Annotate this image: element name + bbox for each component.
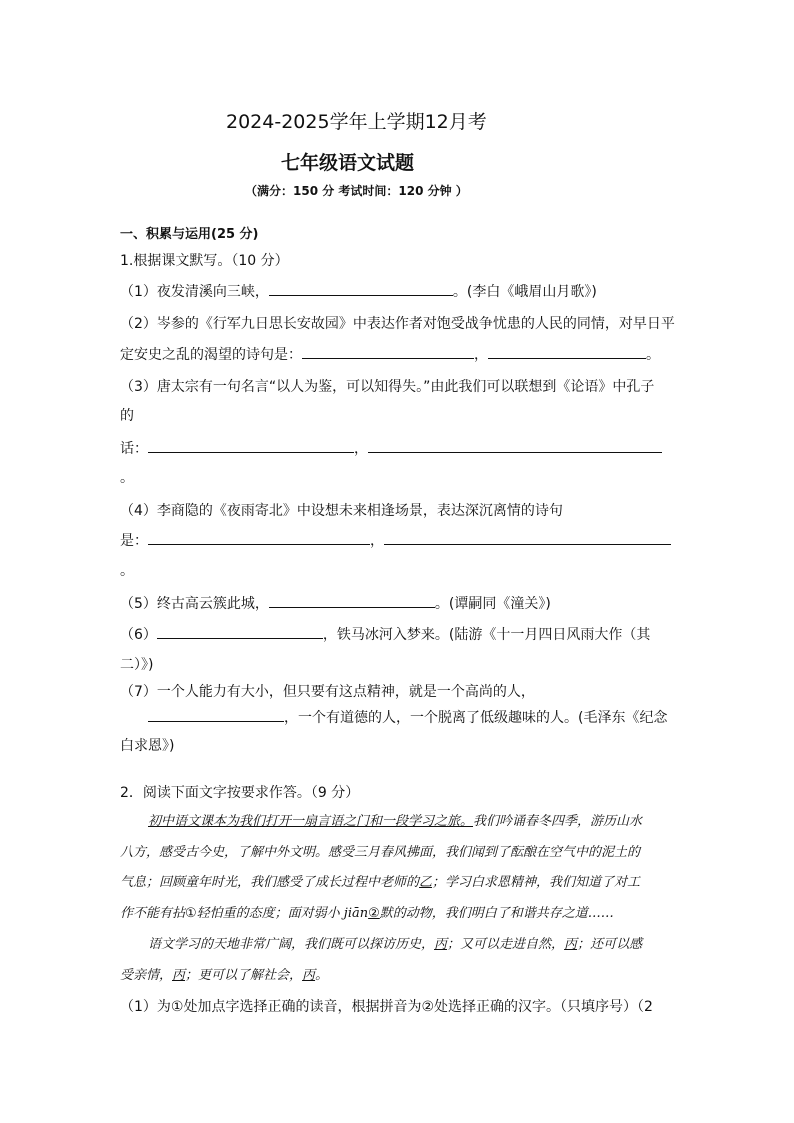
passage-text: 作不能有拈 xyxy=(120,906,186,921)
q1-item-2-comma: ， xyxy=(474,347,488,363)
q1-item-6-line2: 二）》) xyxy=(120,657,154,673)
section-heading: 一、积累与运用(25 分) xyxy=(120,227,259,242)
marker-2: ② xyxy=(368,906,380,921)
passage-line-4 xyxy=(120,902,614,921)
answer-blank[interactable] xyxy=(384,530,671,545)
answer-blank[interactable] xyxy=(302,344,474,359)
q1-item-7-line3: 白求恩》) xyxy=(120,738,175,754)
q1-item-3-prefix: 话： xyxy=(120,441,148,457)
passage-text: ；又可以走进自然， xyxy=(447,937,565,952)
blank-mark-bing: 丙 xyxy=(172,968,186,983)
q1-item-4-line2 xyxy=(120,530,671,550)
q1-item-3-line3 xyxy=(120,438,662,458)
passage-line-6 xyxy=(120,964,328,983)
marker-1: ① xyxy=(185,906,197,921)
exam-title: 2024-2025学年上学期12月考 xyxy=(226,111,487,133)
answer-blank[interactable] xyxy=(157,624,323,639)
q1-item-5-suffix: 。(谭嗣同《潼关》) xyxy=(434,596,551,612)
passage-text: 气息；回顾童年时光，我们感受了成长过程中老师的 xyxy=(120,875,420,890)
answer-blank[interactable] xyxy=(269,281,453,296)
q1-item-4-prefix: 是： xyxy=(120,533,148,549)
q1-item-1-suffix: 。(李白《峨眉山月歌》) xyxy=(452,284,597,300)
q1-item-4-end: 。 xyxy=(120,563,134,579)
passage-text: 受亲情， xyxy=(120,968,173,983)
answer-blank[interactable] xyxy=(148,707,284,722)
q1-item-5 xyxy=(120,593,551,613)
q1-item-3-comma: ， xyxy=(354,441,368,457)
q1-item-1 xyxy=(120,281,597,301)
passage-line-5 xyxy=(148,933,642,952)
q1-item-7-suffix: ，一个有道德的人，一个脱离了低级趣味的人。(毛泽东《纪念 xyxy=(284,710,668,726)
q1-item-1-prefix: （1）夜发清溪向三峡， xyxy=(120,284,269,300)
q1-item-2-line2 xyxy=(120,344,660,364)
passage-line-2: 八方，感受古今史，了解中外文明。感受三月春风拂面，我们闻到了酝酿在空气中的泥土的 xyxy=(120,845,641,860)
answer-blank[interactable] xyxy=(148,438,354,453)
question-2-stem: 2．阅读下面文字按要求作答。（9 分） xyxy=(120,785,360,801)
passage-line-1 xyxy=(148,810,642,829)
passage-text: 语文学习的天地非常广阔，我们既可以探访历史， xyxy=(148,937,435,952)
q1-item-6-prefix: （6） xyxy=(120,627,157,643)
exam-subtitle: 七年级语文试题 xyxy=(281,152,415,174)
passage-text: 轻怕重的态度；面对弱小 jiān xyxy=(196,906,369,921)
q1-item-4-comma: ， xyxy=(370,533,384,549)
answer-blank[interactable] xyxy=(368,438,662,453)
blank-mark-yi: 乙 xyxy=(419,875,433,890)
q1-item-7-line1: （7）一个人能力有大小，但只要有这点精神，就是一个高尚的人， xyxy=(120,684,535,700)
question-1-stem: 1.根据课文默写。（10 分） xyxy=(120,253,289,269)
q1-item-5-prefix: （5）终古高云簇此城， xyxy=(120,596,269,612)
q1-item-6 xyxy=(120,624,650,644)
passage-text: ；更可以了解社会， xyxy=(185,968,303,983)
passage-text: 。 xyxy=(315,968,329,983)
blank-mark-bing: 丙 xyxy=(564,937,578,952)
blank-mark-bing: 丙 xyxy=(434,937,448,952)
q1-item-2-line1: （2）岑参的《行军九日思长安故园》中表达作者对饱受战争忧患的人民的同情，对早日平 xyxy=(120,316,675,332)
answer-blank[interactable] xyxy=(269,593,435,608)
q1-item-7-line2 xyxy=(148,707,667,727)
q1-item-2-end: 。 xyxy=(646,347,660,363)
answer-blank[interactable] xyxy=(488,344,646,359)
q1-item-3-line2: 的 xyxy=(120,408,134,424)
passage-text: ；还可以感 xyxy=(577,937,643,952)
exam-note: （满分：150 分 考试时间：120 分钟 ） xyxy=(245,184,468,198)
q1-item-6-suffix: ，铁马冰河入梦来。(陆游《十一月四日风雨大作（其 xyxy=(322,627,651,643)
passage-text: ；学习白求恩精神，我们知道了对工 xyxy=(432,875,641,890)
q1-item-3-end: 。 xyxy=(120,470,134,486)
passage-underlined-sentence: 初中语文课本为我们打开一扇言语之门和一段学习之旅。 xyxy=(148,814,474,829)
passage-line-3 xyxy=(120,871,640,890)
passage-text: 我们吟诵春冬四季，游历山水 xyxy=(473,814,643,829)
answer-blank[interactable] xyxy=(148,530,370,545)
q2-subquestion-1: （1）为①处加点字选择正确的读音，根据拼音为②处选择正确的汉字。（只填序号）（2 xyxy=(120,999,653,1015)
q1-item-2-prefix: 定安史之乱的渴望的诗句是： xyxy=(120,347,302,363)
q1-item-3-line1: （3）唐太宗有一句名言“以人为鉴，可以知得失。”由此我们可以联想到《论语》中孔子 xyxy=(120,379,655,395)
passage-text: 默的动物，我们明白了和谐共存之道…… xyxy=(379,906,614,921)
q1-item-4-line1: （4）李商隐的《夜雨寄北》中设想未来相逢场景，表达深沉离情的诗句 xyxy=(120,503,563,519)
blank-mark-bing: 丙 xyxy=(302,968,316,983)
